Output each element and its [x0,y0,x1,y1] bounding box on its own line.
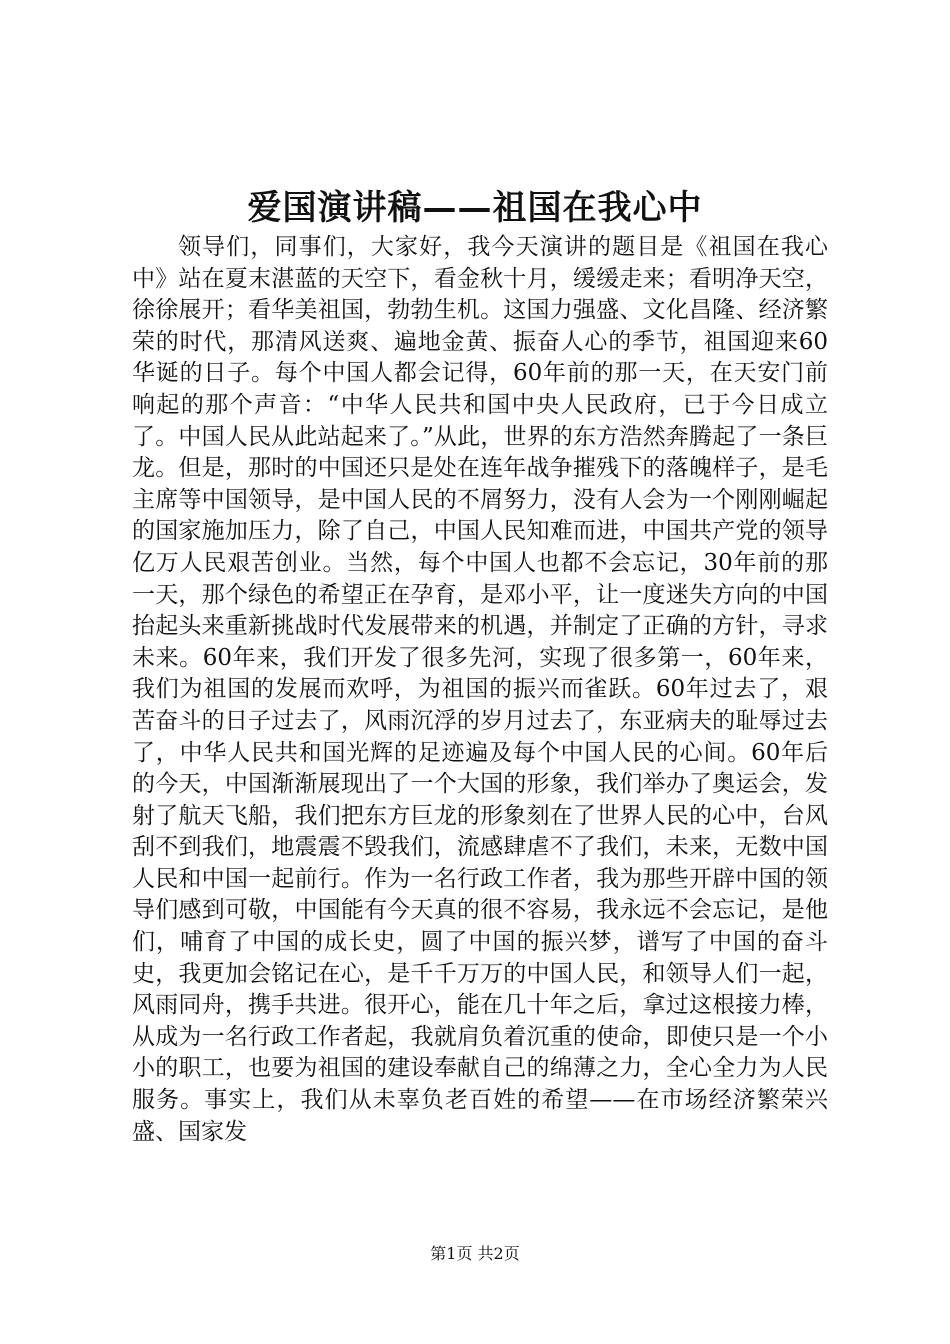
document-title: 爱国演讲稿——祖国在我心中 [247,188,703,228]
page-footer: 第1页 共2页 [430,1244,520,1263]
body-paragraph: 领导们，同事们，大家好，我今天演讲的题目是《祖国在我心中》站在夏末湛蓝的天空下，看金秋十月，缓缓走来；看明净天空，徐徐展开；看华美祖国，勃勃生机。这国力强盛、文化昌隆、经济繁荣的时代，那清风送爽、遍地金黄、振奋人心的季节，祖国迎来60华诞的日子。每个中国人都会记得，60年前的那一天，在天安门前响起的那个声音：“中华人民共和国中央人民政府，已于今日成立了。中国人民从此站起来了。”从此，世界的东方浩然奔腾起了一条巨龙。但是，那时的中国还只是处在连年战争摧残下的落魄样子，是毛主席等中国领导，是中国人民的不屑努力，没有人会为一个刚刚崛起的国家施加压力，除了自己，中国人民知难而进，中国共产党的领导亿万人民艰苦创业。当然，每个中国人也都不会忘记，30年前的那一天，那个绿色的希望正在孕育，是邓小平，让一度迷失方向的中国抬起头来重新挑战时代发展带来的机遇，并制定了正确的方针，寻求未来。60年来，我们开发了很多先河，实现了很多第一，60年来，我们为祖国的发展而欢呼，为祖国的振兴而雀跃。60年过去了，艰苦奋斗的日子过去了，风雨沉浮的岁月过去了，东亚病夫的耻辱过去了，中华人民共和国光辉的足迹遍及每个中国人民的心间。60年后的今天，中国渐渐展现出了一个大国的形象，我们举办了奥运会，发射了航天飞船，我们把东方巨龙的形象刻在了世界人民的心中，台风刮不到我们，地震震不毁我们，流感肆虐不了我们，未来，无数中国人民和中国一起前行。作为一名行政工作者，我为那些开辟中国的领导们感到可敬，中国能有今天真的很不容易，我永远不会忘记，是他们，哺育了中国的成长史，圆了中国的振兴梦，谱写了中国的奋斗史，我更加会铭记在心，是千千万万的中国人民，和领导人们一起，风雨同舟，携手共进。很开心，能在几十年之后，拿过这根接力棒，从成为一名行政工作者起，我就肩负着沉重的使命，即使只是一个小小的职工，也要为祖国的建设奉献自己的绵薄之力，全心全力为人民服务。事实上，我们从未辜负老百姓的希望——在市场经济繁荣兴盛、国家发 [132,234,828,1145]
